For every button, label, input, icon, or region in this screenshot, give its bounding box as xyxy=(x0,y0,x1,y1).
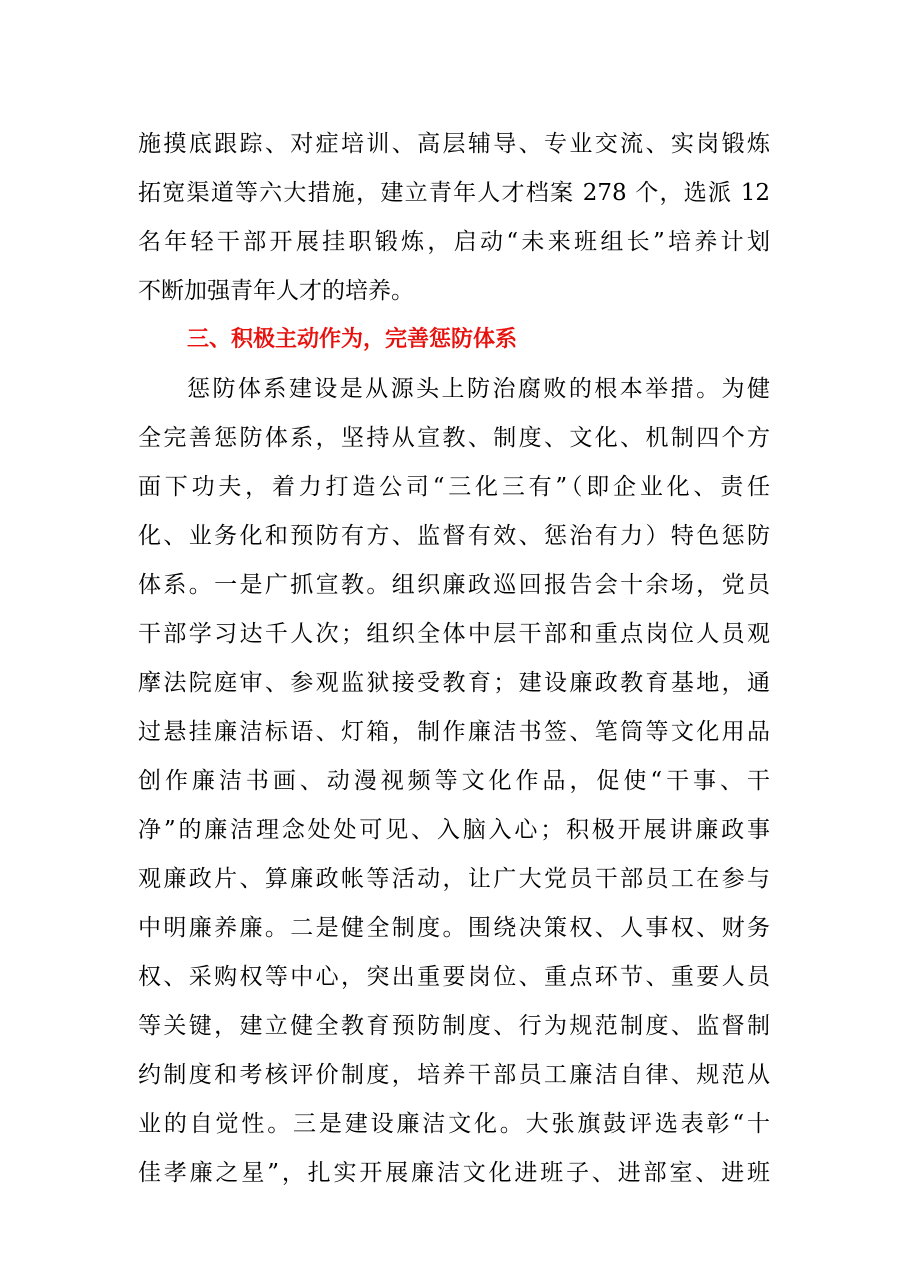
paragraph-line: 不断加强青年人才的培养。 xyxy=(138,278,414,304)
section-heading: 三、积极主动作为，完善惩防体系 xyxy=(187,327,518,352)
paragraph-line: 权、采购权等中心，突出重要岗位、重点环节、重要人员 xyxy=(138,964,770,990)
paragraph-line: 名年轻干部开展挂职锻炼，启动“未来班组长”培养计划 xyxy=(138,229,770,255)
paragraph-line: 过悬挂廉洁标语、灯箱，制作廉洁书签、笔筒等文化用品 xyxy=(138,719,770,745)
paragraph-line: 等关键，建立健全教育预防制度、行为规范制度、监督制 xyxy=(138,1013,770,1039)
paragraph-line: 干部学习达千人次；组织全体中层干部和重点岗位人员观 xyxy=(138,621,770,647)
paragraph-line: 业的自觉性。三是建设廉洁文化。大张旗鼓评选表彰“十 xyxy=(138,1111,770,1137)
paragraph-line: 惩防体系建设是从源头上防治腐败的根本举措。为健 xyxy=(187,376,770,402)
paragraph-line: 面下功夫，着力打造公司“三化三有”（即企业化、责任 xyxy=(138,474,770,500)
paragraph-line: 全完善惩防体系，坚持从宣教、制度、文化、机制四个方 xyxy=(138,425,770,451)
paragraph-line: 拓宽渠道等六大措施，建立青年人才档案 278 个，选派 12 xyxy=(138,180,770,206)
paragraph-line: 体系。一是广抓宣教。组织廉政巡回报告会十余场，党员 xyxy=(138,572,770,598)
paragraph-line: 摩法院庭审、参观监狱接受教育；建设廉政教育基地，通 xyxy=(138,670,770,696)
paragraph-line: 施摸底跟踪、对症培训、高层辅导、专业交流、实岗锻炼 xyxy=(138,131,770,157)
paragraph-line: 中明廉养廉。二是健全制度。围绕决策权、人事权、财务 xyxy=(138,915,770,941)
paragraph-line: 化、业务化和预防有方、监督有效、惩治有力）特色惩防 xyxy=(138,523,770,549)
paragraph-line: 观廉政片、算廉政帐等活动，让广大党员干部员工在参与 xyxy=(138,866,770,892)
paragraph-line: 创作廉洁书画、动漫视频等文化作品，促使“干事、干 xyxy=(138,768,770,794)
paragraph-line: 约制度和考核评价制度，培养干部员工廉洁自律、规范从 xyxy=(138,1062,770,1088)
paragraph-line: 净”的廉洁理念处处可见、入脑入心；积极开展讲廉政事 xyxy=(138,817,770,843)
paragraph-line: 佳孝廉之星”，扎实开展廉洁文化进班子、进部室、进班 xyxy=(138,1160,770,1186)
